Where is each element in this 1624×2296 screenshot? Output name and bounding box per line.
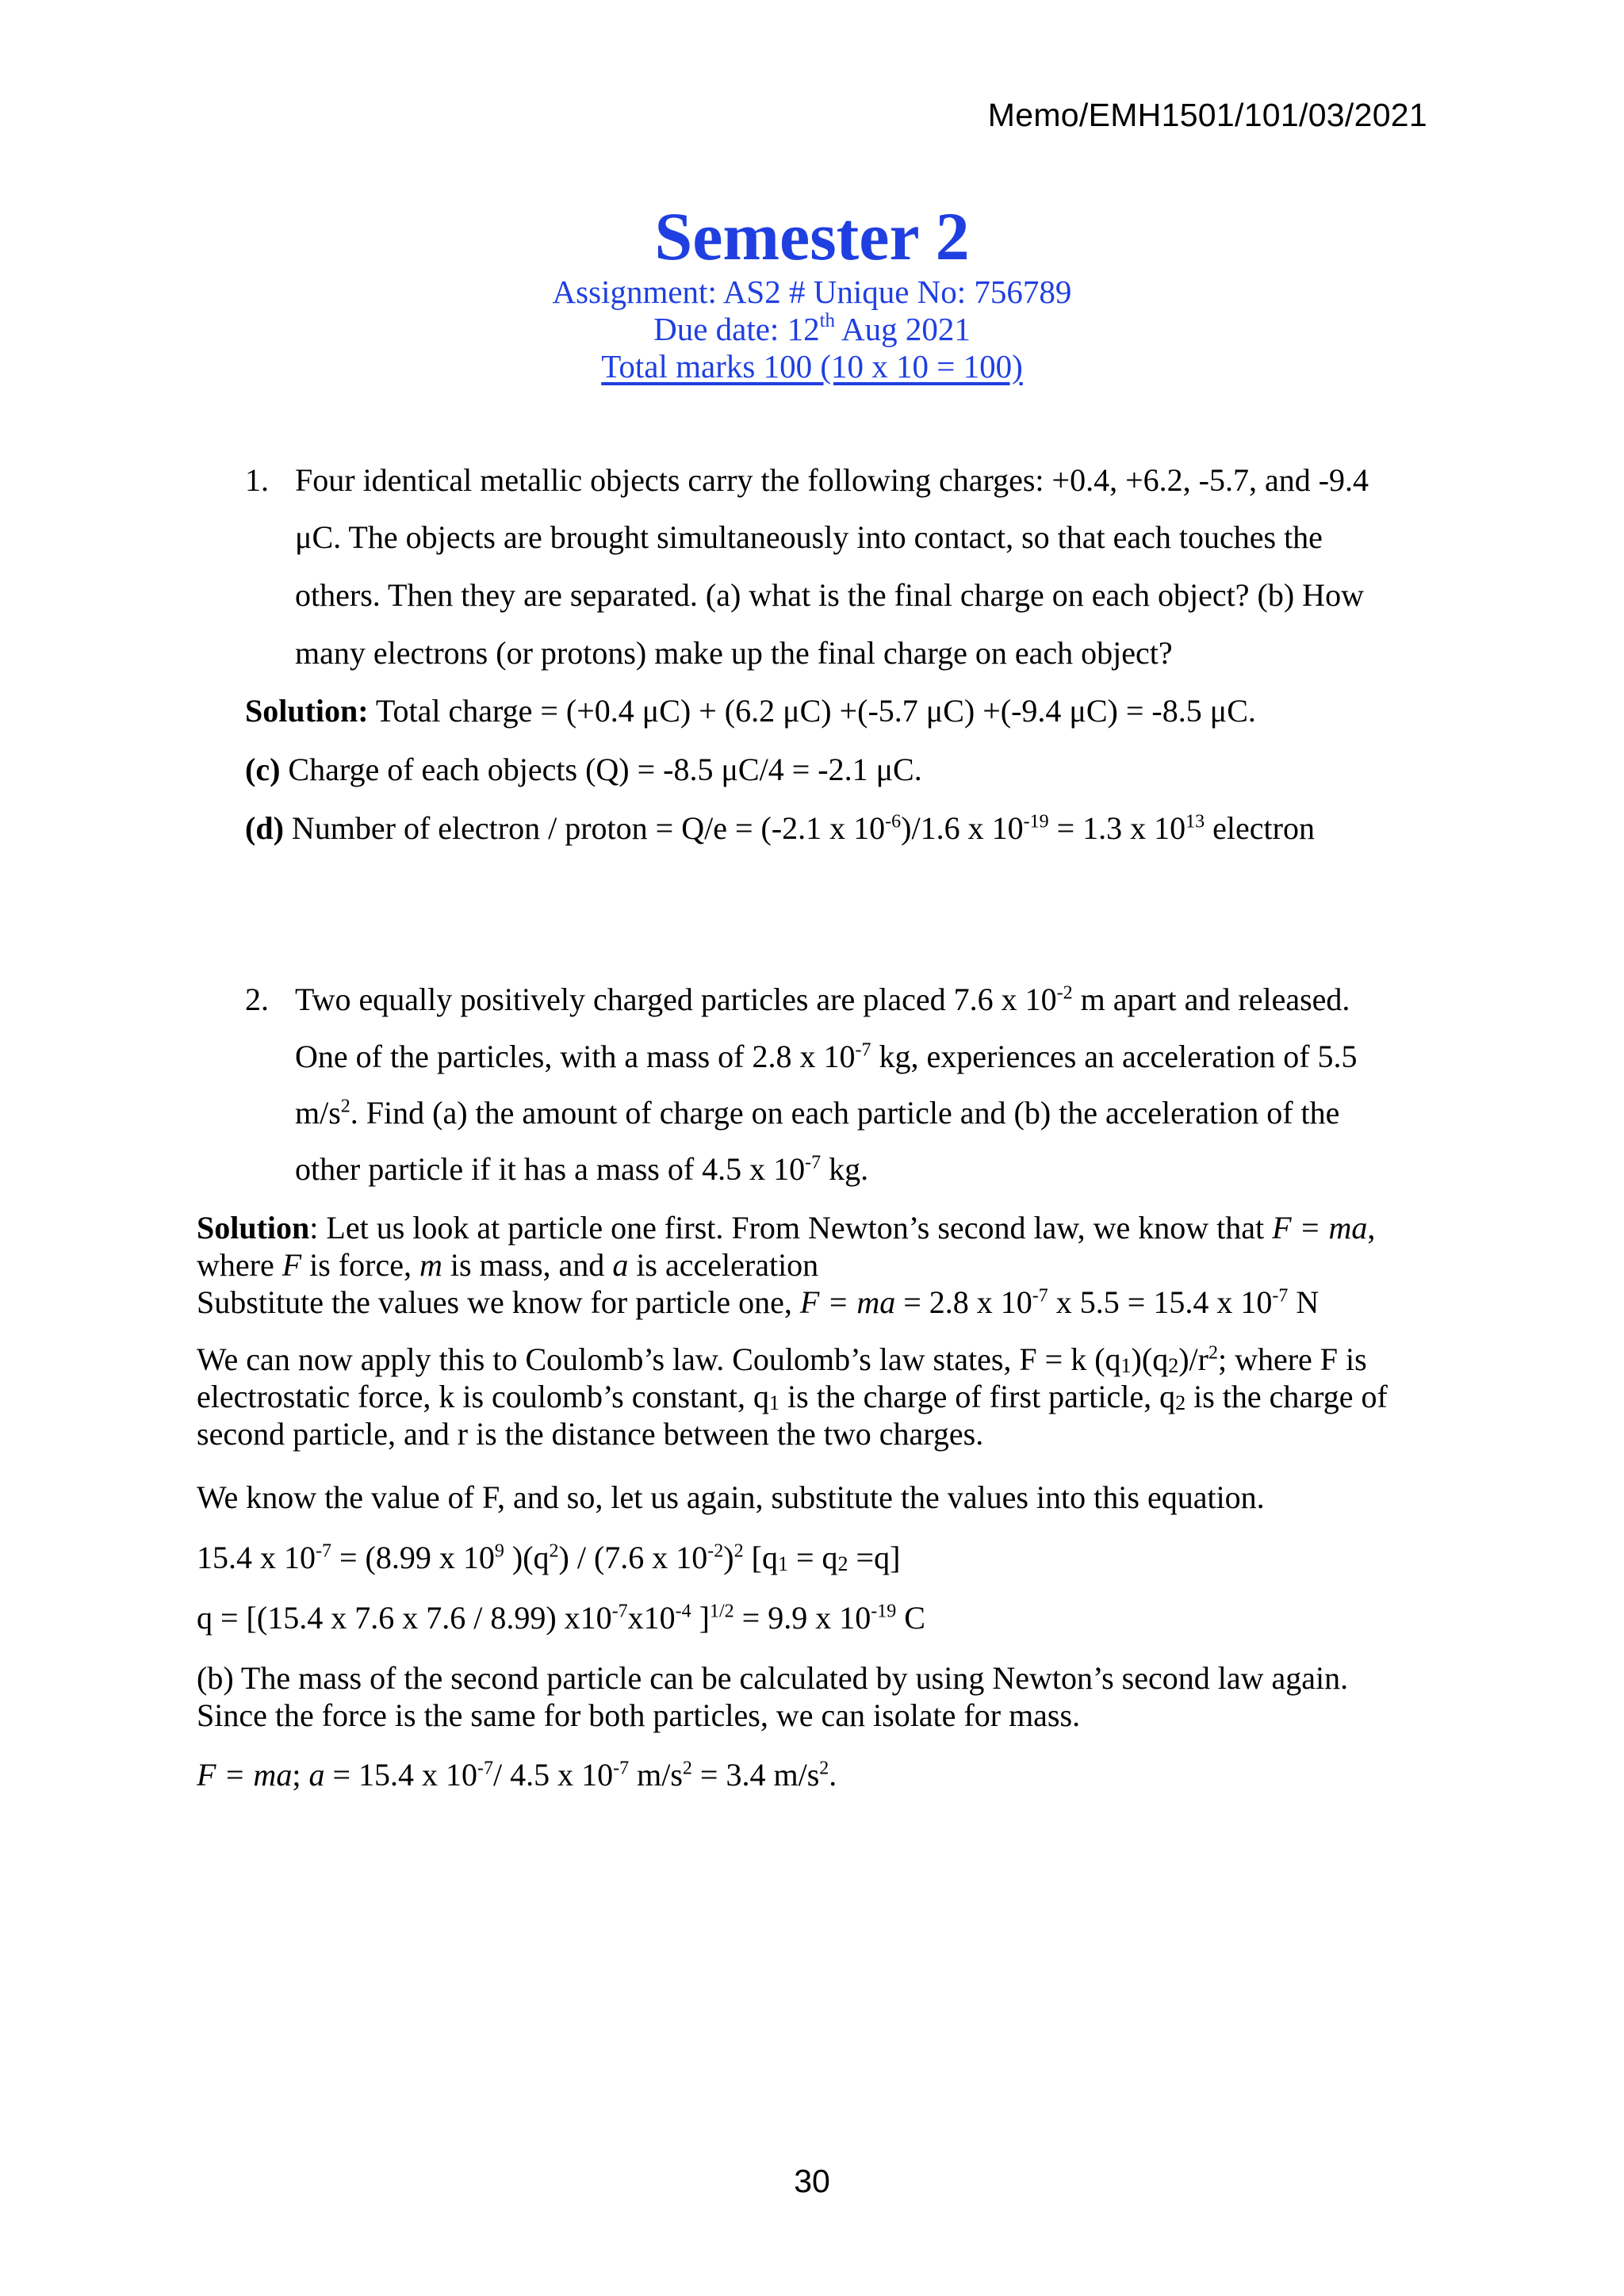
question-1-part-d bbox=[245, 809, 1315, 847]
where-2: is force, bbox=[301, 1247, 419, 1283]
subst-exp-2: -7 bbox=[1272, 1285, 1289, 1307]
document-code: Memo/EMH1501/101/03/2021 bbox=[987, 97, 1427, 133]
equation-2 bbox=[197, 1599, 925, 1636]
subst-2: = 2.8 x 10 bbox=[895, 1284, 1032, 1320]
where-m: m bbox=[419, 1247, 442, 1283]
where-F: F bbox=[282, 1247, 302, 1283]
eq1-f: [q bbox=[743, 1540, 778, 1575]
final-1: = 15.4 x 10 bbox=[324, 1757, 477, 1793]
due-date-line bbox=[0, 310, 1624, 348]
eq1-h: =q] bbox=[848, 1540, 901, 1575]
q2-line-1-b: m apart and released. bbox=[1072, 982, 1350, 1017]
q2-line-1-exp: -2 bbox=[1056, 982, 1073, 1004]
eq1-exp-4: -2 bbox=[707, 1540, 724, 1562]
coulomb-2c: is the charge of bbox=[1185, 1379, 1388, 1414]
total-marks-text: Total marks 100 (10 x 10 = 100) bbox=[601, 348, 1023, 385]
part-b-line-1: (b) The mass of the second particle can be calculated by using Newton’s second law again. bbox=[197, 1660, 1349, 1696]
q2-line-4-b: kg. bbox=[821, 1151, 869, 1187]
q2-line-2-exp: -7 bbox=[855, 1039, 871, 1061]
coulomb-line-3: second particle, and r is the distance between the two charges. bbox=[197, 1416, 984, 1452]
part-d-exp-1: -6 bbox=[885, 811, 902, 832]
final-3: m/s bbox=[629, 1757, 683, 1793]
question-2-line-1 bbox=[295, 981, 1350, 1018]
part-c-text: Charge of each objects (Q) = -8.5 μC/4 = -2.1 μC. bbox=[280, 752, 922, 787]
eq2-d: = 9.9 x 10 bbox=[733, 1600, 871, 1636]
q2-solution-label: Solution bbox=[197, 1210, 310, 1246]
eq1-e: ) bbox=[723, 1540, 734, 1575]
question-1-solution bbox=[245, 692, 1256, 729]
coulomb-line-1 bbox=[197, 1341, 1367, 1378]
question-1-line-3: others. Then they are separated. (a) what is the final charge on each object? (b) How bbox=[295, 577, 1364, 613]
coulomb-1c: )/r bbox=[1178, 1341, 1208, 1377]
question-1-part-c bbox=[245, 751, 922, 788]
coulomb-2-sub-1: 1 bbox=[769, 1391, 780, 1414]
page-number: 30 bbox=[794, 2163, 830, 2199]
eq1-sub-1: 1 bbox=[777, 1552, 788, 1575]
eq1-sub-2: 2 bbox=[837, 1552, 848, 1575]
question-1-line-4: many electrons (or protons) make up the final charge on each object? bbox=[295, 635, 1173, 671]
eq1-exp-1: -7 bbox=[316, 1540, 331, 1562]
final-a: a bbox=[308, 1757, 325, 1793]
question-1-line-2: μC. The objects are brought simultaneously into contact, so that each touches the bbox=[295, 519, 1323, 555]
part-d-text-2: )/1.6 x 10 bbox=[901, 810, 1024, 846]
final-sep: ; bbox=[292, 1757, 309, 1793]
part-c-label: (c) bbox=[245, 752, 281, 787]
solution-text: Total charge = (+0.4 μC) + (6.2 μC) +(-5.7 μC) +(-9.4 μC) = -8.5 μC. bbox=[368, 693, 1256, 729]
part-d-text-1: Number of electron / proton = Q/e = (-2.1 x 10 bbox=[283, 810, 886, 846]
part-d-exp-2: -19 bbox=[1023, 811, 1049, 832]
q2-line-4-a: other particle if it has a mass of 4.5 x 10 bbox=[295, 1151, 806, 1187]
equation-1 bbox=[197, 1539, 900, 1576]
coulomb-1-sub-1: 1 bbox=[1120, 1354, 1132, 1377]
final-2: / 4.5 x 10 bbox=[493, 1757, 614, 1793]
total-marks-line bbox=[0, 347, 1624, 385]
question-1-line-1: Four identical metallic objects carry the following charges: +0.4, +6.2, -5.7, and -9.4 bbox=[295, 462, 1369, 498]
question-2-number: 2. bbox=[245, 982, 269, 1017]
due-date-suffix: Aug 2021 bbox=[835, 311, 971, 347]
due-date-suffix-sup: th bbox=[819, 310, 836, 332]
eq2-a: q = [(15.4 x 7.6 x 7.6 / 8.99) x10 bbox=[197, 1600, 612, 1636]
q2-solution-text-2: , bbox=[1367, 1210, 1376, 1246]
assignment-line: Assignment: AS2 # Unique No: 756789 bbox=[552, 274, 1072, 310]
subst-equation: F = ma bbox=[799, 1284, 896, 1320]
question-2-solution-line-1 bbox=[197, 1209, 1375, 1246]
coulomb-1d: ; where F is bbox=[1217, 1341, 1367, 1377]
question-2-line-2 bbox=[295, 1038, 1358, 1075]
where-3: is mass, and bbox=[442, 1247, 613, 1283]
q2-line-3-a: m/s bbox=[295, 1095, 341, 1131]
q2-line-1-a: Two equally positively charged particles are placed 7.6 x 10 bbox=[295, 982, 1057, 1017]
q2-line-3-exp: 2 bbox=[340, 1096, 350, 1117]
solution-label: Solution: bbox=[245, 693, 369, 729]
eq1-exp-2: 9 bbox=[494, 1540, 504, 1562]
where-4: is acceleration bbox=[628, 1247, 819, 1283]
eq1-b: = (8.99 x 10 bbox=[331, 1540, 495, 1575]
where-a: a bbox=[612, 1247, 629, 1283]
eq2-exp-1: -7 bbox=[611, 1601, 628, 1622]
final-F: F = ma bbox=[197, 1757, 293, 1793]
coulomb-1-exp: 2 bbox=[1208, 1342, 1218, 1364]
eq2-exp-3: 1/2 bbox=[709, 1601, 734, 1622]
q2-solution-text-1: : Let us look at particle one first. From Newton’s second law, we know that bbox=[309, 1210, 1273, 1246]
eq2-e: C bbox=[896, 1600, 925, 1636]
eq2-c: ] bbox=[691, 1600, 710, 1636]
eq1-g: = q bbox=[787, 1540, 838, 1575]
coulomb-1b: )(q bbox=[1131, 1341, 1169, 1377]
final-exp-3: 2 bbox=[682, 1758, 692, 1779]
subst-1: Substitute the values we know for particle one, bbox=[197, 1284, 800, 1320]
question-2-line-3 bbox=[295, 1094, 1339, 1131]
q2-line-3-b: . Find (a) the amount of charge on each particle and (b) the acceleration of the bbox=[350, 1095, 1340, 1131]
part-d-text-3: = 1.3 x 10 bbox=[1048, 810, 1186, 846]
eq2-b: x10 bbox=[627, 1600, 676, 1636]
subst-4: N bbox=[1288, 1284, 1320, 1320]
part-d-label: (d) bbox=[245, 810, 284, 846]
eq2-exp-4: -19 bbox=[871, 1601, 897, 1622]
question-2-solution-line-3 bbox=[197, 1284, 1319, 1321]
question-1-number: 1. bbox=[245, 462, 269, 498]
part-b-line-2: Since the force is the same for both particles, we can isolate for mass. bbox=[197, 1697, 1081, 1733]
eq1-exp-5: 2 bbox=[733, 1540, 744, 1562]
final-exp-2: -7 bbox=[613, 1758, 630, 1779]
eq2-exp-2: -4 bbox=[675, 1601, 691, 1622]
coulomb-2-sub-2: 2 bbox=[1175, 1391, 1186, 1414]
due-date-prefix: Due date: 12 bbox=[653, 311, 820, 347]
final-exp-4: 2 bbox=[819, 1758, 829, 1779]
eq1-exp-3: 2 bbox=[549, 1540, 559, 1562]
question-2-solution-line-2 bbox=[197, 1246, 818, 1284]
coulomb-2a: electrostatic force, k is coulomb’s constant, q bbox=[197, 1379, 770, 1414]
coulomb-1a: We can now apply this to Coulomb’s law. Coulomb’s law states, F = k (q bbox=[197, 1341, 1121, 1377]
eq1-a: 15.4 x 10 bbox=[197, 1540, 316, 1575]
part-d-exp-3: 13 bbox=[1185, 811, 1205, 832]
coulomb-line-2 bbox=[197, 1378, 1388, 1415]
subst-3: x 5.5 = 15.4 x 10 bbox=[1048, 1284, 1273, 1320]
eq1-d: ) / (7.6 x 10 bbox=[558, 1540, 708, 1575]
part-d-text-4: electron bbox=[1205, 810, 1315, 846]
coulomb-2b: is the charge of first particle, q bbox=[779, 1379, 1176, 1414]
final-5: . bbox=[829, 1757, 837, 1793]
final-equation bbox=[197, 1756, 837, 1793]
semester-title: Semester 2 bbox=[654, 198, 970, 274]
q2-solution-equation: F = ma bbox=[1272, 1210, 1368, 1246]
question-2-line-4 bbox=[295, 1150, 868, 1188]
coulomb-1-sub-2: 2 bbox=[1168, 1354, 1179, 1377]
q2-line-2-b: kg, experiences an acceleration of 5.5 bbox=[871, 1039, 1358, 1074]
where-1: where bbox=[197, 1247, 282, 1283]
final-exp-1: -7 bbox=[477, 1758, 493, 1779]
q2-line-2-a: One of the particles, with a mass of 2.8 x 10 bbox=[295, 1039, 856, 1074]
know-value-line: We know the value of F, and so, let us again, substitute the values into this equation. bbox=[197, 1479, 1265, 1515]
eq1-c: )(q bbox=[504, 1540, 550, 1575]
q2-line-4-exp: -7 bbox=[805, 1152, 822, 1173]
subst-exp-1: -7 bbox=[1032, 1285, 1048, 1307]
final-4: = 3.4 m/s bbox=[691, 1757, 820, 1793]
